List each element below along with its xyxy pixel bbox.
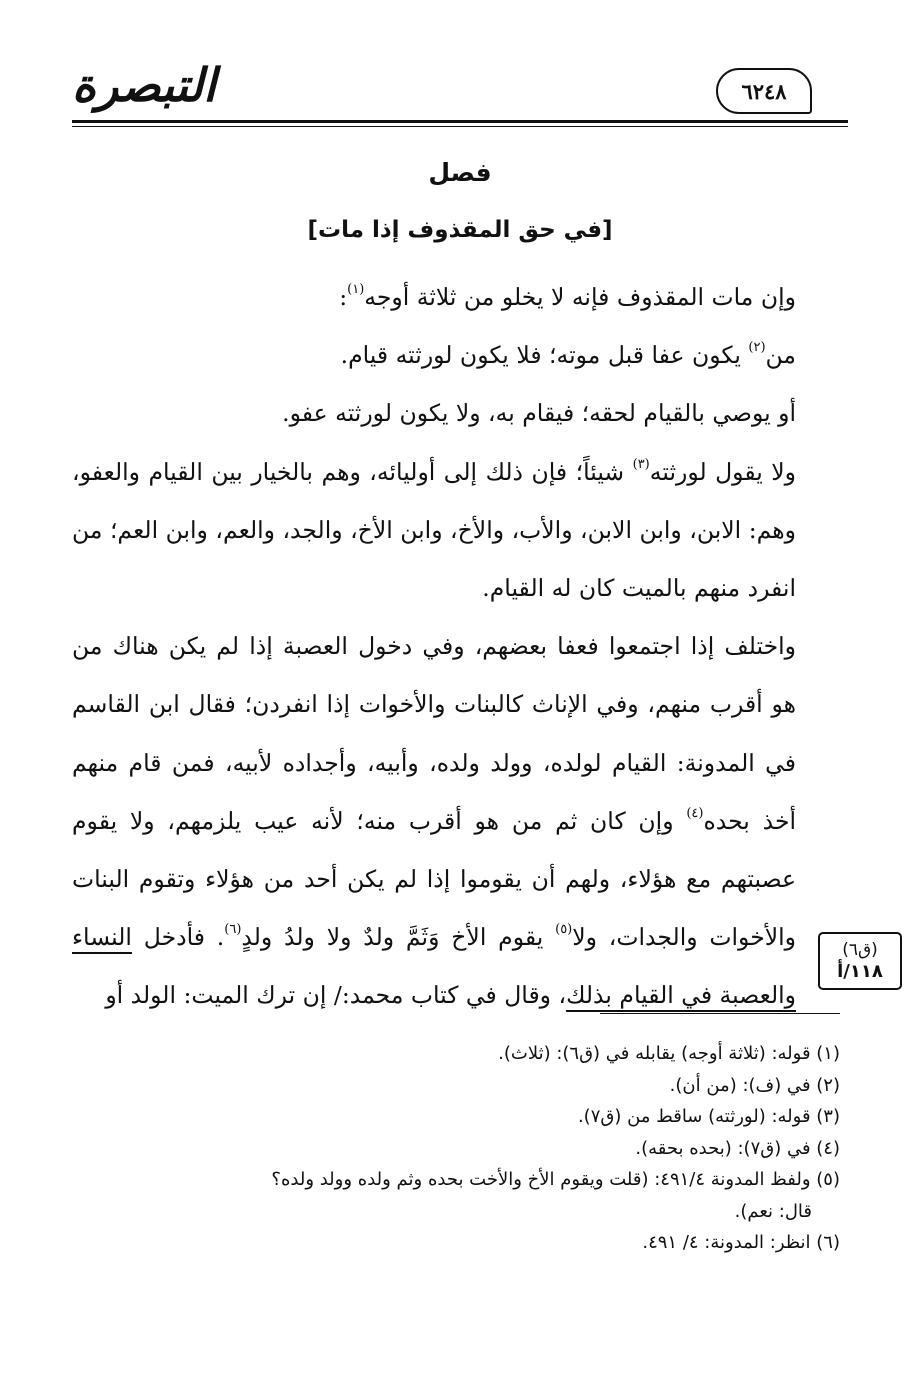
footnote-separator (600, 1013, 840, 1014)
footnote-ref-3: (٣) (632, 456, 650, 472)
footnote-6: (٦) انظر: المدونة: ٤/ ٤٩١. (642, 1232, 840, 1253)
footnote-5-continued: قال: نعم). (734, 1200, 812, 1222)
footnote-ref-4: (٤) (686, 805, 704, 821)
header-rule-thin (72, 126, 848, 127)
footnote-ref-1: (١) (347, 282, 365, 297)
paragraph-1: وإن مات المقذوف فإنه لا يخلو من ثلاثة أوجه$^{(١)}$: (339, 282, 796, 311)
footnote-1: (١) قوله: (ثلاثة أوجه) يقابله في (ق٦): (ثلاث). (498, 1043, 840, 1064)
footnote-ref-5: (٥) (555, 922, 573, 938)
paragraph-2: من$^{(٢)}$ يكون عفا قبل موته؛ فلا يكون لورثته قيام. (340, 340, 796, 370)
margin-note-folio: ١١٨/أ (837, 961, 883, 982)
paragraph-5: واختلف إذا اجتمعوا فعفا بعضهم، وفي دخول العصبة إذا لم يكن هناك من هو أقرب منهم، وفي الإناث كالبنات والأخوات إذا انفردن؛ فقال ابن القاسم في المدونة: القيام لولده، وولد ولده، وأبيه، وأجداده لأبيه، فمن قام منهم أخذ بحده$^{(٤)}$ وإن كان ثم من هو أقرب منه؛ لأنه عيب يلزمهم، ولا يقوم عصبتهم مع هؤلاء، ولهم أن يقوموا إذا لم يكن أحد من هؤلاء وتقوم البنات والأخوات والجدات، ولا$^{(٥)}$ يقوم الأخ وَثَمَّ ولدٌ ولا ولدُ ولدٍ$^{(٦)}$. فأدخل النساء والعصبة في القيام بذلك، وقال في كتاب محمد:/ إن ترك الميت: الولد أو (72, 632, 797, 1010)
footnote-5: (٥) ولفظ المدونة ٤٩١/٤: (قلت ويقوم الأخ والأخت بحده وثم ولده وولد ولده؟ (271, 1169, 840, 1190)
section-subtitle: [في حق المقذوف إذا مات] (307, 217, 613, 243)
body-text (72, 268, 840, 1025)
book-title: التبصرة (72, 58, 216, 112)
footnote-4: (٤) في (ق٧): (بحده بحقه). (635, 1137, 840, 1159)
underlined-phrase: النساء والعصبة في القيام بذلك (72, 923, 796, 1010)
paragraph-3: أو يوصي بالقيام لحقه؛ فيقام به، ولا يكون لورثته عفو. (282, 399, 796, 428)
page-number: ٦٢٤٨ (741, 78, 787, 104)
header-rule (72, 120, 848, 123)
paragraph-4: ولا يقول لورثته$^{(٣)}$ شيئاً؛ فإن ذلك إلى أوليائه، وهم بالخيار بين القيام والعفو، وهم: الابن، وابن الابن، والأب، والأخ، وابن الأخ، والجد، والعم، وابن العم؛ من انفرد منهم بالميت كان له القيام. (72, 456, 796, 603)
footnote-ref-6: (٦) (224, 922, 242, 938)
page-number-badge (716, 68, 812, 114)
manuscript-margin-note (818, 932, 902, 990)
footnote-2: (٢) في (ف): (من أن). (669, 1074, 840, 1096)
footnotes (72, 1038, 840, 1259)
section-title: فصل (428, 158, 492, 187)
footnote-ref-2: (٢) (748, 340, 766, 356)
margin-note-manuscript: (ق٦) (842, 940, 878, 960)
footnote-3: (٣) قوله: (لورثته) ساقط من (ق٧). (577, 1106, 840, 1127)
